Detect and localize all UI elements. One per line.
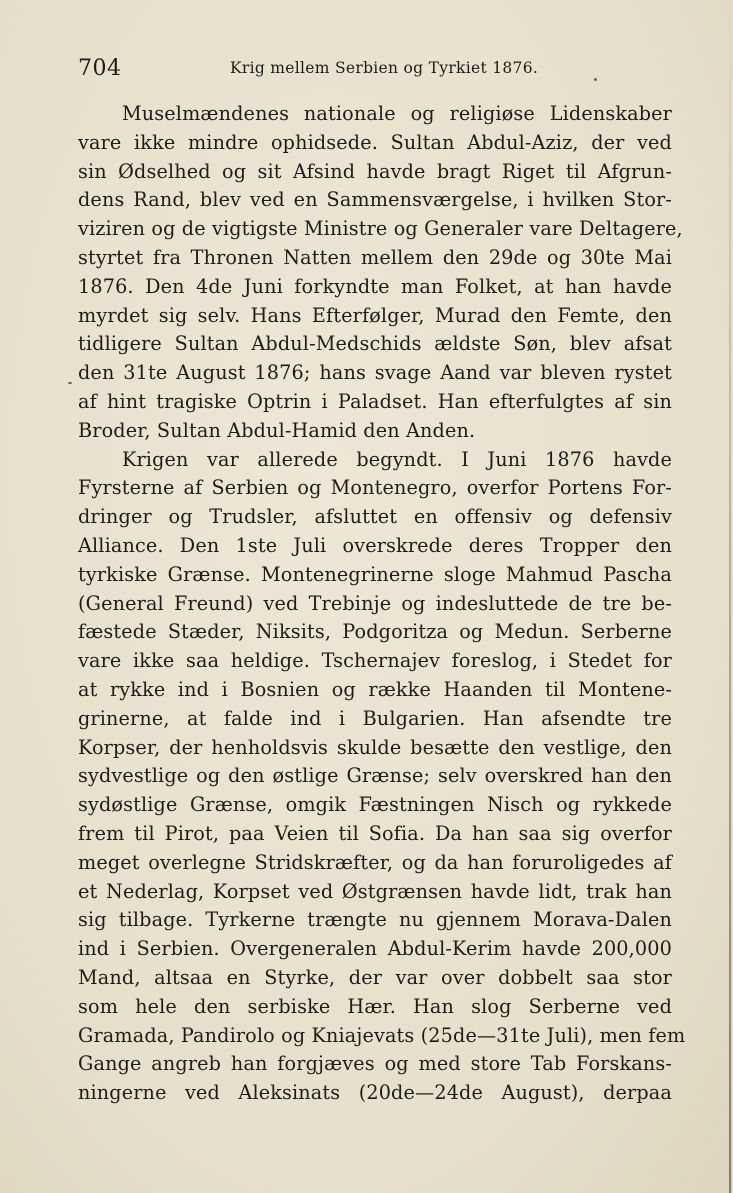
text-line: af hint tragiske Optrin i Paladset. Han efterfulgtes af sin bbox=[78, 389, 672, 413]
page-header bbox=[78, 56, 668, 86]
body-text bbox=[78, 100, 686, 1108]
text-line: frem til Pirot, paa Veien til Sofia. Da han saa sig overfor bbox=[78, 821, 672, 845]
text-line: myrdet sig selv. Hans Efterfølger, Murad den Femte, den bbox=[78, 303, 672, 327]
text-line: 1876. Den 4de Juni forkyndte man Folket, at han havde bbox=[78, 274, 672, 298]
text-line: den 31te August 1876; hans svage Aand var bleven rystet bbox=[78, 361, 672, 385]
text-line: Muselmændenes nationale og religiøse Lidenskaber bbox=[122, 102, 672, 125]
text-line: (General Freund) ved Trebinje og indesluttede de tre be- bbox=[78, 591, 672, 615]
text-line: et Nederlag, Korpset ved Østgrænsen havde lidt, trak han bbox=[78, 879, 672, 903]
running-head: Krig mellem Serbien og Tyrkiet 1876. bbox=[230, 59, 539, 77]
text-line: at rykke ind i Bosnien og række Haanden til Montene- bbox=[78, 677, 672, 701]
text-line: Gange angreb han forgjæves og med store Tab Forskans- bbox=[78, 1052, 672, 1076]
page-edge-shadow bbox=[729, 0, 731, 1193]
text-line: sin Ødselhed og sit Afsind havde bragt Riget til Afgrun- bbox=[78, 159, 672, 183]
text-line: Gramada, Pandirolo og Kniajevats (25de—31te Juli), men fem bbox=[78, 1023, 686, 1047]
text-line: sydvestlige og den østlige Grænse; selv overskred han den bbox=[78, 764, 672, 788]
text-line: sydøstlige Grænse, omgik Fæstningen Nisch og rykkede bbox=[78, 793, 672, 817]
text-line: Mand, altsaa en Styrke, der var over dobbelt saa stor bbox=[78, 965, 672, 989]
text-line: meget overlegne Stridskræfter, og da han foruroligedes af bbox=[78, 850, 672, 874]
text-line: tyrkiske Grænse. Montenegrinerne sloge Mahmud Pascha bbox=[78, 562, 672, 586]
text-line: fæstede Stæder, Niksits, Podgoritza og Medun. Serberne bbox=[78, 620, 672, 644]
text-line: viziren og de vigtigste Ministre og Generaler vare Deltagere, bbox=[78, 217, 683, 241]
text-line: styrtet fra Thronen Natten mellem den 29de og 30te Mai bbox=[78, 245, 672, 269]
page-number: 704 bbox=[78, 56, 122, 81]
text-line: dens Rand, blev ved en Sammensværgelse, i hvilken Stor- bbox=[78, 188, 672, 212]
text-line: vare ikke saa heldige. Tschernajev foreslog, i Stedet for bbox=[78, 649, 672, 673]
print-speck bbox=[68, 382, 72, 384]
text-line: vare ikke mindre ophidsede. Sultan Abdul-Aziz, der ved bbox=[78, 130, 672, 154]
text-line: Krigen var allerede begyndt. I Juni 1876 havde bbox=[122, 447, 672, 471]
text-line: ind i Serbien. Overgeneralen Abdul-Kerim havde 200,000 bbox=[78, 937, 672, 961]
text-line: sig tilbage. Tyrkerne trængte nu gjennem Morava-Dalen bbox=[78, 908, 672, 932]
text-line: Fyrsterne af Serbien og Montenegro, overfor Portens For- bbox=[78, 476, 672, 500]
text-line: Broder, Sultan Abdul-Hamid den Anden. bbox=[78, 418, 476, 442]
text-line: tidligere Sultan Abdul-Medschids ældste Søn, blev afsat bbox=[78, 332, 672, 356]
text-line: som hele den serbiske Hær. Han slog Serberne ved bbox=[78, 994, 672, 1018]
text-line: Alliance. Den 1ste Juli overskrede deres Tropper den bbox=[78, 533, 672, 557]
text-line: ningerne ved Aleksinats (20de—24de August), derpaa bbox=[78, 1081, 672, 1105]
text-line: dringer og Trudsler, afsluttet en offensiv og defensiv bbox=[78, 505, 672, 529]
text-line: Korpser, der henholdsvis skulde besætte den vestlige, den bbox=[78, 735, 672, 759]
text-line: grinerne, at falde ind i Bulgarien. Han afsendte tre bbox=[78, 706, 672, 730]
